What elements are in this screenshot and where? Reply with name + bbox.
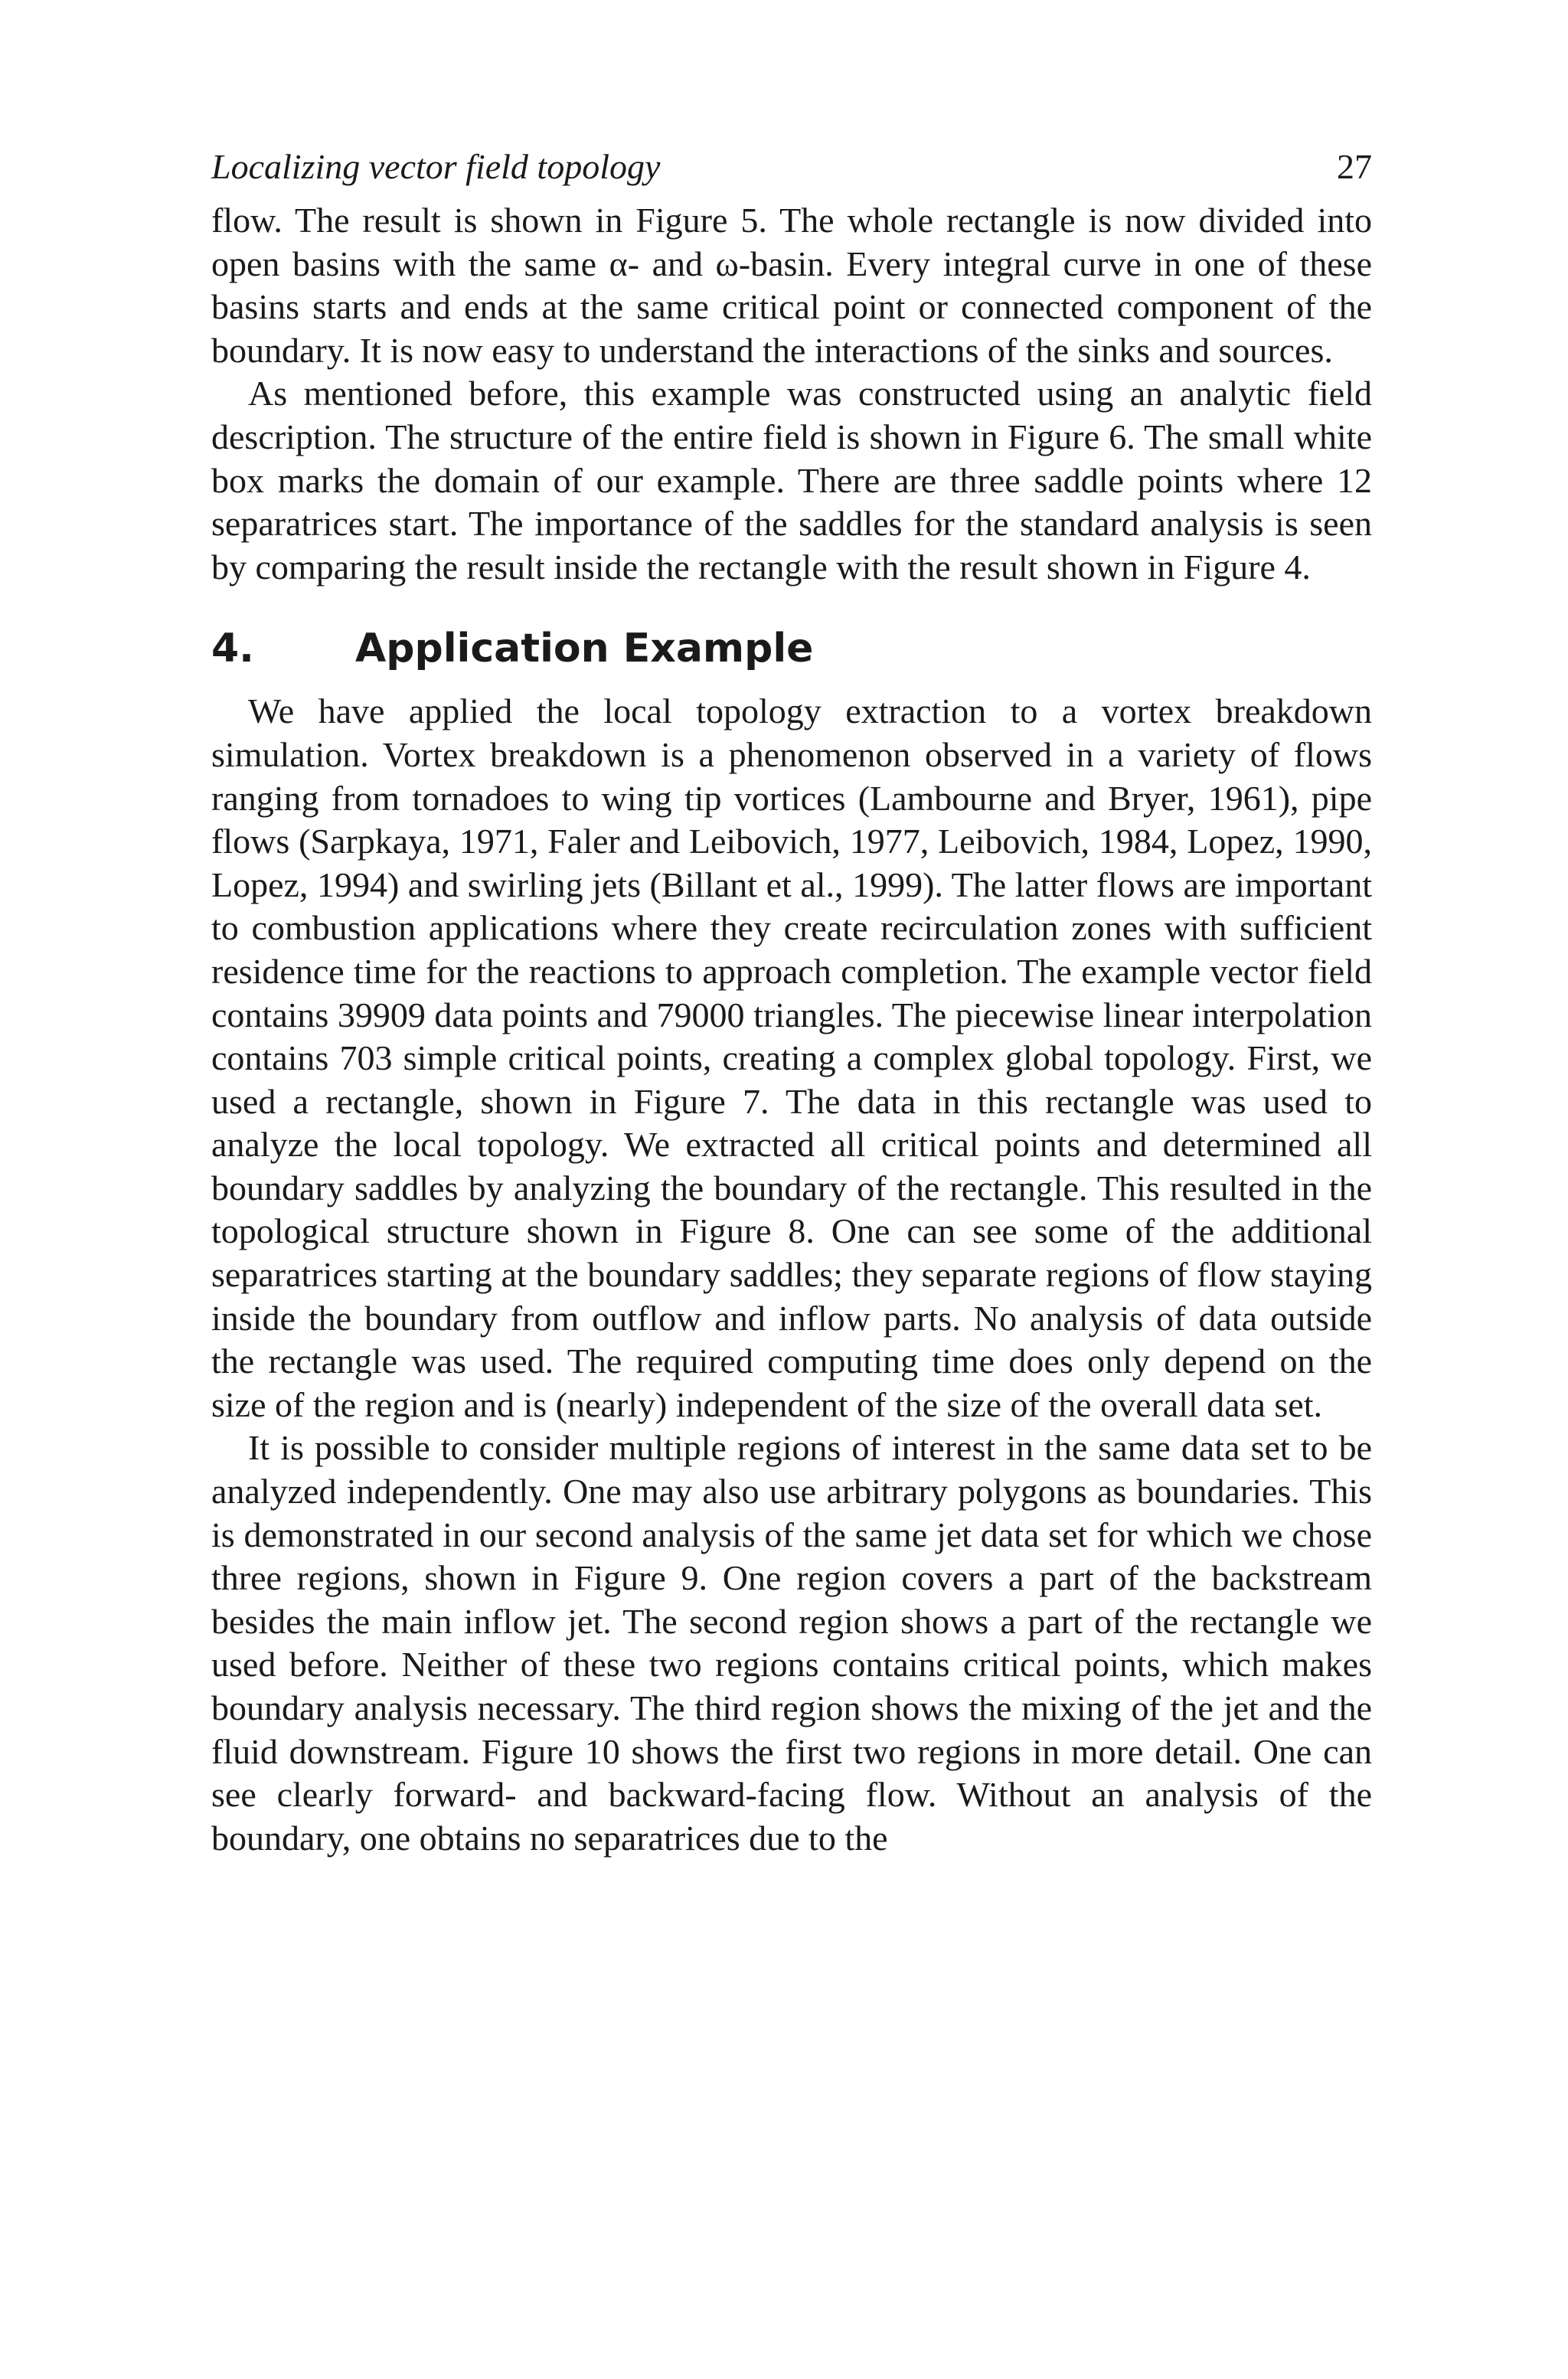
- page: [211, 145, 1372, 1860]
- running-title: Localizing vector field topology: [211, 147, 661, 186]
- paragraph-multiple-regions: It is possible to consider multiple regions of interest in the same data set to be analyzed independently. One may also use arbitrary polygons as boundaries. This is demonstrated in our second analysis of the same jet data set for which we chose three regions, shown in Figure 9. One region covers a part of the backstream besides the main inflow jet. The second region shows a part of the rectangle we used before. Neither of these two regions contains critical points, which makes boundary analysis necessary. The third region shows the mixing of the jet and the fluid downstream. Figure 10 shows the first two regions in more detail. One can see clearly forward- and backward-facing flow. Without an analysis of the boundary, one obtains no separatrices due to the: [211, 1428, 1372, 1858]
- section-heading: [211, 624, 1372, 673]
- paragraph-analytic-field: As mentioned before, this example was constructed using an analytic field description. The structure of the entire field is shown in Figure 6. The small white box marks the domain of our example. There are three saddle points where 12 separatrices start. The importance of the saddles for the standard analysis is seen by comparing the result inside the rectangle with the result shown in Figure 4.: [211, 374, 1372, 587]
- running-header: [211, 145, 1372, 188]
- paragraph-continuation: flow. The result is shown in Figure 5. The whole rectangle is now divided into open basins with the same α- and ω-basin. Every integral curve in one of these basins starts and ends at the same critical point or connected component of the boundary. It is now easy to understand the interactions of the sinks and sources.: [211, 201, 1372, 370]
- section-title: Application Example: [355, 626, 814, 672]
- page-number: 27: [1337, 147, 1372, 186]
- paragraph-vortex-breakdown: We have applied the local topology extraction to a vortex breakdown simulation. Vortex breakdown is a phenomenon observed in a variety of flows ranging from tornadoes to wing tip vortices (Lambourne and Bryer, 1961), pipe flows (Sarpkaya, 1971, Faler and Leibovich, 1977, Leibovich, 1984, Lopez, 1990, Lopez, 1994) and swirling jets (Billant et al., 1999). The latter flows are important to combustion applications where they create recirculation zones with sufficient residence time for the reactions to approach completion. The example vector field contains 39909 data points and 79000 triangles. The piecewise linear interpolation contains 703 simple critical points, creating a complex global topology. First, we used a rectangle, shown in Figure 7. The data in this rectangle was used to analyze the local topology. We extracted all critical points and determined all boundary saddles by analyzing the boundary of the rectangle. This resulted in the topological structure shown in Figure 8. One can see some of the additional separatrices starting at the boundary saddles; they separate regions of flow staying inside the boundary from outflow and inflow parts. No analysis of data outside the rectangle was used. The required computing time does only depend on the size of the region and is (nearly) independent of the size of the overall data set.: [211, 691, 1372, 1424]
- section-number: 4.: [211, 626, 254, 672]
